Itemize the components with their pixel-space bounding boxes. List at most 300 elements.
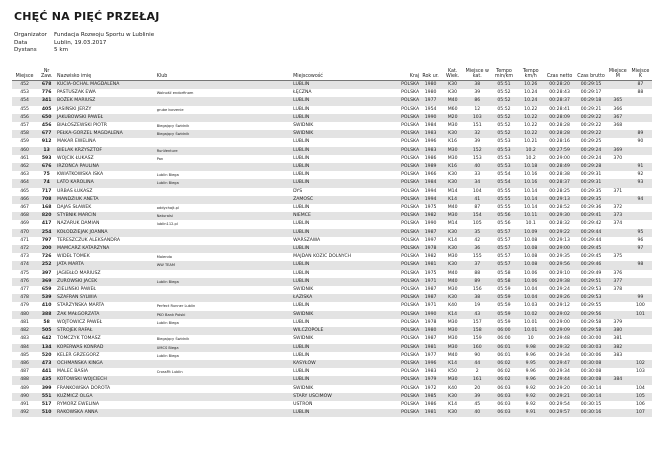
- table-cell: 10.24: [524, 90, 538, 96]
- table-cell: 00:29:02: [544, 311, 575, 319]
- column-header: Czas brutto: [575, 66, 606, 81]
- table-row: [12, 229, 652, 237]
- table-cell: K16: [441, 163, 464, 171]
- table-cell: 370: [613, 155, 623, 161]
- table-cell: KWIATKOWSKA ISKA: [57, 172, 104, 178]
- table-cell: [607, 302, 629, 310]
- table-cell: 441: [41, 369, 52, 375]
- table-cell: 00:29:44: [544, 376, 575, 384]
- table-cell: [156, 360, 292, 368]
- table-cell: 05:57: [497, 237, 511, 243]
- table-row: [12, 212, 652, 220]
- table-cell: 103: [636, 369, 645, 375]
- table-cell: POLSKA: [401, 237, 420, 243]
- table-cell: 00:29:32: [544, 344, 575, 352]
- table-cell: 1990: [424, 221, 437, 227]
- table-cell: WILCZOPOLE: [292, 327, 386, 335]
- table-cell: 00:29:57: [544, 409, 575, 417]
- table-cell: 156: [472, 287, 482, 293]
- table-cell: 10.16: [518, 179, 544, 187]
- table-cell: POLSKA: [387, 327, 421, 335]
- table-cell: 369: [607, 147, 629, 155]
- table-cell: 00:29:21: [544, 393, 575, 401]
- table-cell: [607, 311, 629, 319]
- table-cell: ŁĘCZNA: [293, 90, 312, 96]
- table-cell: JATA MARTA: [56, 261, 156, 269]
- table-cell: 10.14: [524, 205, 538, 211]
- table-cell: LUBLIN: [292, 163, 386, 171]
- table-cell: M40: [447, 352, 458, 358]
- table-cell: 372: [613, 205, 623, 211]
- table-cell: K30: [441, 409, 464, 417]
- table-cell: 93: [629, 179, 652, 187]
- table-cell: POLSKA: [387, 393, 421, 401]
- table-cell: 39: [474, 139, 481, 145]
- table-cell: Biegający Świdnik: [156, 130, 292, 138]
- table-cell: [156, 114, 292, 122]
- table-cell: POLSKA: [387, 81, 421, 90]
- table-cell: 485: [20, 352, 29, 358]
- table-cell: 10.08: [524, 254, 538, 260]
- table-cell: POLSKA: [401, 254, 420, 260]
- meta-value: 5 km: [54, 47, 69, 54]
- table-cell: 466: [12, 196, 37, 204]
- table-cell: URBAŚ ŁUKASZ: [57, 188, 93, 194]
- table-cell: 05:55: [497, 188, 511, 194]
- table-cell: 00:30:08: [575, 360, 606, 368]
- table-cell: 101: [629, 311, 652, 319]
- table-cell: Perfect Runner Lublin: [156, 304, 196, 309]
- table-cell: [629, 204, 652, 212]
- table-cell: KOTOWSKI WOJCIECH: [56, 376, 156, 384]
- table-cell: 00:29:22: [575, 114, 606, 122]
- table-cell: 00:29:24: [580, 155, 602, 161]
- table-cell: 160: [464, 344, 490, 352]
- table-cell: 05:52: [490, 114, 517, 122]
- table-cell: 00:30:16: [575, 409, 606, 417]
- table-cell: LUBLIN: [292, 278, 386, 286]
- table-cell: 376: [613, 270, 623, 276]
- table-cell: 05:57: [490, 261, 517, 269]
- table-cell: LUBLIN: [293, 172, 310, 178]
- table-cell: 9.98: [518, 344, 544, 352]
- table-cell: 471: [20, 237, 29, 243]
- table-cell: 00:28:38: [549, 172, 570, 178]
- table-cell: 1984: [424, 123, 437, 129]
- table-cell: 254: [37, 229, 56, 237]
- table-cell: 375: [613, 254, 623, 260]
- table-cell: M30: [441, 344, 464, 352]
- table-cell: STROJEK RAFAŁ: [56, 327, 156, 335]
- table-cell: 00:29:24: [549, 287, 570, 293]
- table-cell: M30: [441, 147, 464, 155]
- table-cell: 458: [12, 130, 37, 138]
- table-cell: 473: [20, 254, 29, 260]
- table-row: [12, 171, 652, 179]
- table-cell: LUBLIN: [293, 205, 310, 211]
- table-cell: 74: [37, 179, 56, 187]
- table-cell: 92: [637, 172, 644, 178]
- table-cell: 05:59: [497, 319, 511, 325]
- table-cell: 37: [464, 261, 490, 269]
- table-cell: 00:29:51: [575, 278, 606, 286]
- table-cell: 05:59: [490, 294, 517, 302]
- table-cell: K14: [448, 237, 458, 243]
- table-cell: 1983: [424, 369, 437, 375]
- table-cell: ŚWIDNIK: [292, 311, 386, 319]
- table-cell: POLSKA: [387, 376, 421, 384]
- table-row: [12, 237, 652, 245]
- table-cell: PKO Bank Polski: [156, 311, 292, 319]
- table-cell: 104: [472, 188, 482, 194]
- table-cell: 97: [629, 245, 652, 253]
- table-cell: 00:28:37: [544, 97, 575, 105]
- table-cell: 00:28:28: [549, 123, 570, 129]
- table-cell: MAJDAN KOZIC DOLNYCH: [293, 254, 351, 260]
- table-cell: 00:28:09: [544, 114, 575, 122]
- table-cell: ŚWIDNIK: [293, 287, 314, 293]
- table-cell: 00:30:14: [575, 393, 606, 401]
- table-cell: [629, 114, 652, 122]
- table-cell: 1987: [424, 287, 437, 293]
- table-cell: POLSKA: [387, 196, 421, 204]
- table-cell: LUBLIN: [293, 106, 310, 112]
- table-cell: LUBLIN: [293, 352, 310, 358]
- column-header: Kat. Wiek.: [441, 66, 464, 81]
- column-header: Miejsce w kat.: [464, 66, 490, 81]
- table-cell: 33: [474, 172, 481, 178]
- table-cell: 00:29:34: [549, 369, 570, 375]
- table-cell: WÓJTOWICZ PAWEŁ: [57, 319, 103, 325]
- table-cell: LUBLIN: [292, 81, 386, 90]
- table-cell: 1979: [420, 376, 441, 384]
- table-cell: 00:29:00: [544, 245, 575, 253]
- table-cell: 10.08: [518, 261, 544, 269]
- table-cell: POLSKA: [401, 90, 420, 96]
- table-cell: 05:58: [490, 278, 517, 286]
- table-cell: 374: [613, 221, 623, 227]
- table-cell: 05:54: [490, 179, 517, 187]
- event-meta: [14, 32, 154, 55]
- table-cell: 382: [607, 344, 629, 352]
- table-cell: KOŁODZIEJAK JOANNA: [56, 229, 156, 237]
- table-cell: 10.08: [518, 245, 544, 253]
- table-cell: FRANKOWSKA DOROTA: [57, 385, 111, 391]
- table-cell: M30: [447, 319, 458, 325]
- table-cell: [156, 163, 292, 171]
- table-cell: 05:53: [490, 147, 517, 155]
- table-cell: 06:00: [490, 327, 517, 335]
- table-cell: 00:29:47: [544, 360, 575, 368]
- table-cell: [629, 188, 652, 196]
- table-cell: 379: [613, 319, 623, 325]
- table-cell: 10.03: [524, 303, 538, 309]
- table-cell: LATO KAROLINA: [56, 179, 156, 187]
- table-cell: POLSKA: [401, 336, 420, 342]
- table-cell: 10.2: [518, 147, 544, 155]
- table-cell: 00:29:25: [580, 139, 602, 145]
- table-cell: 98: [629, 261, 652, 269]
- table-cell: 454: [12, 97, 37, 105]
- table-cell: [629, 344, 652, 352]
- table-cell: 10: [527, 336, 534, 342]
- table-cell: 371: [613, 188, 623, 194]
- table-cell: M14: [447, 221, 458, 227]
- table-cell: 510: [37, 409, 56, 417]
- table-cell: LUBLIN: [293, 221, 310, 227]
- table-cell: 377: [607, 278, 629, 286]
- page-title: CHĘĆ NA PIĘĆ PRZEŁAJ: [14, 10, 160, 23]
- table-cell: Pan: [156, 156, 164, 161]
- table-cell: 00:28:49: [544, 163, 575, 171]
- table-cell: 38: [464, 294, 490, 302]
- table-cell: JAGIEŁŁO MARIUSZ: [57, 270, 101, 276]
- table-cell: Lublin Biega: [156, 278, 292, 286]
- table-cell: POLSKA: [387, 163, 421, 171]
- table-cell: 10.22: [524, 106, 538, 112]
- table-cell: PEŁKA-GORZEL MAGDALENA: [56, 130, 156, 138]
- table-cell: 94: [629, 196, 652, 204]
- table-cell: TOMCZYK TOMASZ: [57, 336, 101, 342]
- table-cell: [629, 253, 652, 261]
- table-cell: 491: [20, 401, 29, 407]
- table-cell: STARZYŃSKA MARTA: [57, 303, 105, 309]
- table-cell: 490: [12, 393, 37, 401]
- table-cell: [629, 376, 652, 384]
- table-cell: 00:29:00: [549, 319, 570, 325]
- table-cell: 00:29:56: [575, 311, 606, 319]
- table-cell: 470: [12, 229, 37, 237]
- table-cell: 05:57: [497, 254, 511, 260]
- table-cell: 10.24: [518, 97, 544, 105]
- table-cell: LUBLIN: [292, 229, 386, 237]
- table-cell: [629, 335, 652, 343]
- table-cell: 05:53: [497, 139, 511, 145]
- table-cell: M40: [441, 278, 464, 286]
- table-cell: M30: [447, 123, 458, 129]
- table-cell: [156, 270, 292, 278]
- table-cell: 520: [41, 352, 52, 358]
- table-cell: 726: [41, 254, 52, 260]
- table-cell: 593: [41, 155, 52, 161]
- table-row: [12, 204, 652, 212]
- table-row: [12, 368, 652, 376]
- table-row: [12, 179, 652, 187]
- table-row: [12, 302, 652, 310]
- table-cell: 05:53: [497, 155, 511, 161]
- table-cell: 1996: [424, 139, 437, 145]
- table-row: [12, 147, 652, 155]
- table-cell: 89: [464, 278, 490, 286]
- table-cell: NIEMCE: [292, 212, 386, 220]
- table-cell: 00:29:35: [549, 254, 570, 260]
- table-cell: 102: [629, 360, 652, 368]
- table-cell: 1996: [420, 360, 441, 368]
- table-cell: 10.18: [518, 163, 544, 171]
- table-cell: 10.02: [518, 311, 544, 319]
- table-cell: 10.04: [524, 287, 538, 293]
- table-cell: K40: [448, 303, 458, 309]
- table-cell: [156, 409, 292, 417]
- table-cell: 1954: [424, 106, 437, 112]
- table-cell: [629, 147, 652, 155]
- table-row: [12, 360, 652, 368]
- table-cell: [629, 319, 652, 327]
- table-cell: 00:28:25: [549, 188, 570, 194]
- table-cell: 10.01: [518, 327, 544, 335]
- table-cell: 475: [20, 270, 29, 276]
- table-cell: 103: [464, 114, 490, 122]
- table-cell: 10.22: [518, 114, 544, 122]
- table-cell: 00:28:16: [549, 139, 570, 145]
- table-row: [12, 311, 652, 319]
- table-cell: 95: [629, 229, 652, 237]
- table-cell: 06:03: [490, 393, 517, 401]
- table-cell: M30: [441, 212, 464, 220]
- table-cell: K30: [441, 294, 464, 302]
- table-cell: 1975: [424, 205, 437, 211]
- table-cell: 13: [37, 147, 56, 155]
- table-cell: M30: [441, 327, 464, 335]
- table-cell: 00:28:20: [544, 81, 575, 90]
- table-cell: M30: [441, 376, 464, 384]
- table-cell: 676: [37, 163, 56, 171]
- meta-value: Lublin, 19.03.2017: [54, 39, 107, 46]
- table-cell: 1978: [424, 319, 437, 325]
- table-cell: 00:29:21: [580, 106, 602, 112]
- table-cell: 459: [20, 139, 29, 145]
- table-cell: M30: [447, 254, 458, 260]
- table-cell: MAKAR EWELINA: [57, 139, 96, 145]
- table-cell: K40: [448, 385, 458, 391]
- table-cell: 00:29:54: [549, 401, 570, 407]
- table-row: [12, 261, 652, 269]
- table-cell: 20: [474, 385, 481, 391]
- table-cell: 380: [607, 327, 629, 335]
- table-cell: POLSKA: [387, 344, 421, 352]
- table-cell: 678: [37, 81, 56, 90]
- table-cell: 00:29:00: [549, 155, 570, 161]
- meta-key: Data: [14, 39, 28, 46]
- table-cell: 1990: [420, 311, 441, 319]
- table-cell: POLSKA: [401, 385, 420, 391]
- table-cell: 472: [12, 245, 37, 253]
- table-row: [12, 294, 652, 302]
- table-cell: 06:02: [497, 369, 511, 375]
- table-row: [12, 319, 652, 327]
- table-cell: 00:29:18: [575, 97, 606, 105]
- table-cell: 378: [613, 287, 623, 293]
- table-cell: 158: [464, 327, 490, 335]
- table-cell: M60: [447, 106, 458, 112]
- table-cell: 1982: [420, 212, 441, 220]
- table-cell: [607, 138, 629, 146]
- table-row: [12, 270, 652, 278]
- table-cell: 1981: [420, 344, 441, 352]
- table-cell: 659: [41, 287, 52, 293]
- table-cell: 1980: [420, 327, 441, 335]
- table-cell: 05:59: [497, 303, 511, 309]
- table-cell: 00:30:06: [580, 352, 602, 358]
- table-cell: [629, 122, 652, 130]
- table-cell: 456: [41, 123, 52, 129]
- column-header: Rok ur.: [420, 66, 441, 81]
- table-cell: 58: [43, 319, 50, 325]
- table-cell: ŚWIDNIK: [293, 123, 314, 129]
- table-cell: 9.95: [518, 360, 544, 368]
- table-cell: 486: [12, 360, 37, 368]
- table-cell: Molendo: [156, 255, 172, 260]
- table-cell: 1981: [420, 409, 441, 417]
- table-cell: 155: [472, 254, 482, 260]
- table-cell: 100: [636, 303, 645, 309]
- table-cell: 474: [12, 261, 37, 269]
- table-cell: [629, 97, 652, 105]
- table-cell: POLSKA: [401, 205, 420, 211]
- table-cell: 460: [12, 147, 37, 155]
- table-cell: 1997: [424, 237, 437, 243]
- table-cell: [156, 237, 292, 245]
- table-cell: 10.06: [524, 270, 538, 276]
- table-cell: 06:03: [497, 401, 511, 407]
- table-cell: 1977: [424, 352, 437, 358]
- table-cell: 40: [464, 409, 490, 417]
- table-row: [12, 188, 652, 196]
- table-row: [12, 89, 652, 97]
- table-cell: 10.21: [524, 139, 538, 145]
- table-cell: BIAŁOSZEWSKI PIOTR: [57, 123, 107, 129]
- table-cell: 134: [37, 344, 56, 352]
- table-cell: 00:29:20: [549, 385, 570, 391]
- table-cell: 05:52: [490, 97, 517, 105]
- table-cell: 05:53: [490, 163, 517, 171]
- table-cell: 99: [629, 294, 652, 302]
- table-row: [12, 344, 652, 352]
- table-row: [12, 163, 652, 171]
- table-cell: 06:01: [490, 344, 517, 352]
- table-cell: [629, 352, 652, 360]
- table-cell: 05:59: [490, 311, 517, 319]
- table-cell: 00:29:36: [580, 205, 602, 211]
- table-cell: 05:55: [490, 196, 517, 204]
- table-cell: 10.14: [524, 188, 538, 194]
- table-cell: 10.2: [525, 155, 536, 161]
- table-cell: NAZARUK DAMIAN: [57, 221, 100, 227]
- table-row: [12, 106, 652, 114]
- table-cell: 1986: [424, 155, 437, 161]
- table-cell: 461: [20, 155, 29, 161]
- table-cell: USTROŃ: [293, 401, 313, 407]
- table-row: [12, 376, 652, 384]
- table-cell: 368: [613, 123, 623, 129]
- table-cell: 1980: [424, 90, 437, 96]
- table-cell: [629, 155, 652, 163]
- table-cell: MAMCARZ KATARZYNA: [56, 245, 156, 253]
- table-header: [12, 66, 652, 81]
- table-cell: 388: [37, 311, 56, 319]
- table-cell: POLSKA: [387, 311, 421, 319]
- table-cell: 86: [464, 97, 490, 105]
- table-cell: 38: [464, 81, 490, 90]
- table-cell: 05:51: [490, 81, 517, 90]
- table-cell: Lublin Biega: [156, 173, 179, 178]
- table-row: [12, 138, 652, 146]
- table-cell: 00:29:35: [575, 196, 606, 204]
- table-cell: 159: [472, 336, 482, 342]
- table-cell: 453: [20, 90, 29, 96]
- table-cell: LUBLIN: [293, 303, 310, 309]
- table-cell: [607, 171, 629, 179]
